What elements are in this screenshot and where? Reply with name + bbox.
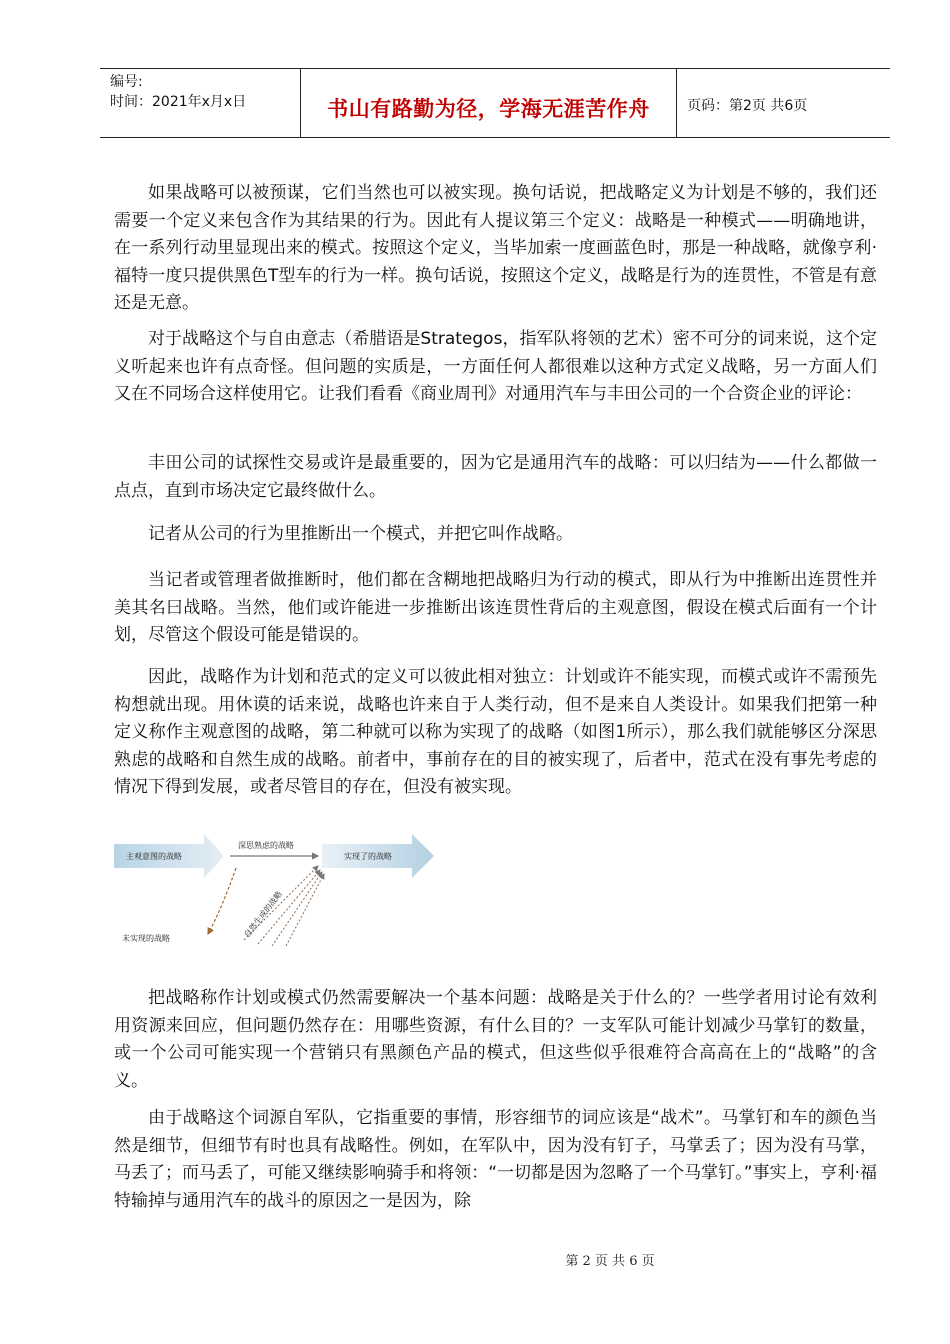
document-number-label: 编号: — [110, 74, 143, 90]
header-page-info: 页码：第2页 共6页 — [687, 98, 808, 114]
paragraph-1: 如果战略可以被预谋，它们当然也可以被实现。换句话说，把战略定义为计划是不够的，我们还需要一个定义来包含作为其结果的行为。因此有人提议第三个定义：战略是一种模式——明确地讲，在一系列行动里显现出来的模式。按照这个定义，当毕加索一度画蓝色时，那是一种战略，就像亨利·福特一度只提供黑色T型车的行为一样。换句话说，按照这个定义，战略是行为的连贯性，不管是有意还是无意。 — [114, 183, 877, 313]
document-header — [100, 68, 890, 138]
realized-strategy-label: 实现了的战略 — [344, 852, 392, 861]
strategy-figure — [112, 828, 442, 950]
unrealized-strategy-line — [208, 868, 236, 934]
document-time-label: 时间：2021年x月x日 — [110, 94, 247, 110]
deliberate-strategy-label: 深思熟虑的战略 — [238, 841, 294, 850]
paragraph-4: 记者从公司的行为里推断出一个模式，并把它叫作战略。 — [148, 524, 573, 544]
header-info-cell — [100, 69, 301, 137]
emergent-strategy-label: 自然生成的战略 — [242, 889, 285, 940]
unrealized-strategy-label: 未实现的战略 — [122, 934, 170, 943]
header-motto-cell — [301, 69, 677, 137]
emergent-arrow-3 — [272, 872, 322, 946]
paragraph-7: 把战略称作计划或模式仍然需要解决一个基本问题：战略是关于什么的？一些学者用讨论有效利用资源来回应，但问题仍然存在：用哪些资源，有什么目的？一支军队可能计划减少马掌钉的数量，或一个公司可能实现一个营销只有黑颜色产品的模式，但这些似乎很难符合高高在上的“战略”的含义。 — [114, 988, 877, 1091]
header-page-cell — [677, 69, 890, 137]
paragraph-2: 对于战略这个与自由意志（希腊语是Strategos，指军队将领的艺术）密不可分的词来说，这个定义听起来也许有点奇怪。但问题的实质是，一方面任何人都很难以这种方式定义战略，另一方面人们又在不同场合这样使用它。让我们看看《商业周刊》对通用汽车与丰田公司的一个合资企业的评论： — [114, 329, 877, 404]
paragraph-5: 当记者或管理者做推断时，他们都在含糊地把战略归为行动的模式，即从行为中推断出连贯性并美其名曰战略。当然，他们或许能进一步推断出该连贯性背后的主观意图，假设在模式后面有一个计划，尽管这个假设可能是错误的。 — [114, 570, 877, 645]
paragraph-3-quote: 丰田公司的试探性交易或许是最重要的，因为它是通用汽车的战略：可以归结为——什么都做一点点，直到市场决定它最终做什么。 — [114, 453, 877, 501]
intended-strategy-label: 主观意图的战略 — [126, 852, 182, 861]
paragraph-8: 由于战略这个词源自军队，它指重要的事情，形容细节的词应该是“战术”。马掌钉和车的颜色当然是细节，但细节有时也具有战略性。例如，在军队中，因为没有钉子，马掌丢了；因为没有马掌，马丢了；而马丢了，可能又继续影响骑手和将领：“一切都是因为忽略了一个马掌钉。”事实上，亨利·福特输掉与通用汽车的战斗的原因之一是因为，除 — [114, 1108, 877, 1211]
page-footer — [0, 1250, 950, 1269]
strategy-diagram — [112, 828, 442, 950]
header-motto: 书山有路勤为径，学海无涯苦作舟 — [327, 97, 650, 121]
emergent-arrow-4 — [286, 874, 324, 946]
footer-page-number: 第 2 页 共 6 页 — [565, 1254, 655, 1269]
paragraph-6: 因此，战略作为计划和范式的定义可以彼此相对独立：计划或许不能实现，而模式或许不需预先构想就出现。用休谟的话来说，战略也许来自于人类行动，但不是来自人类设计。如果我们把第一种定义称作主观意图的战略，第二种就可以称为实现了的战略（如图1所示），那么我们就能够区分深思熟虑的战略和自然生成的战略。前者中，事前存在的目的被实现了，后者中，范式在没有事先考虑的情况下得到发展，或者尽管目的存在，但没有被实现。 — [114, 667, 877, 797]
